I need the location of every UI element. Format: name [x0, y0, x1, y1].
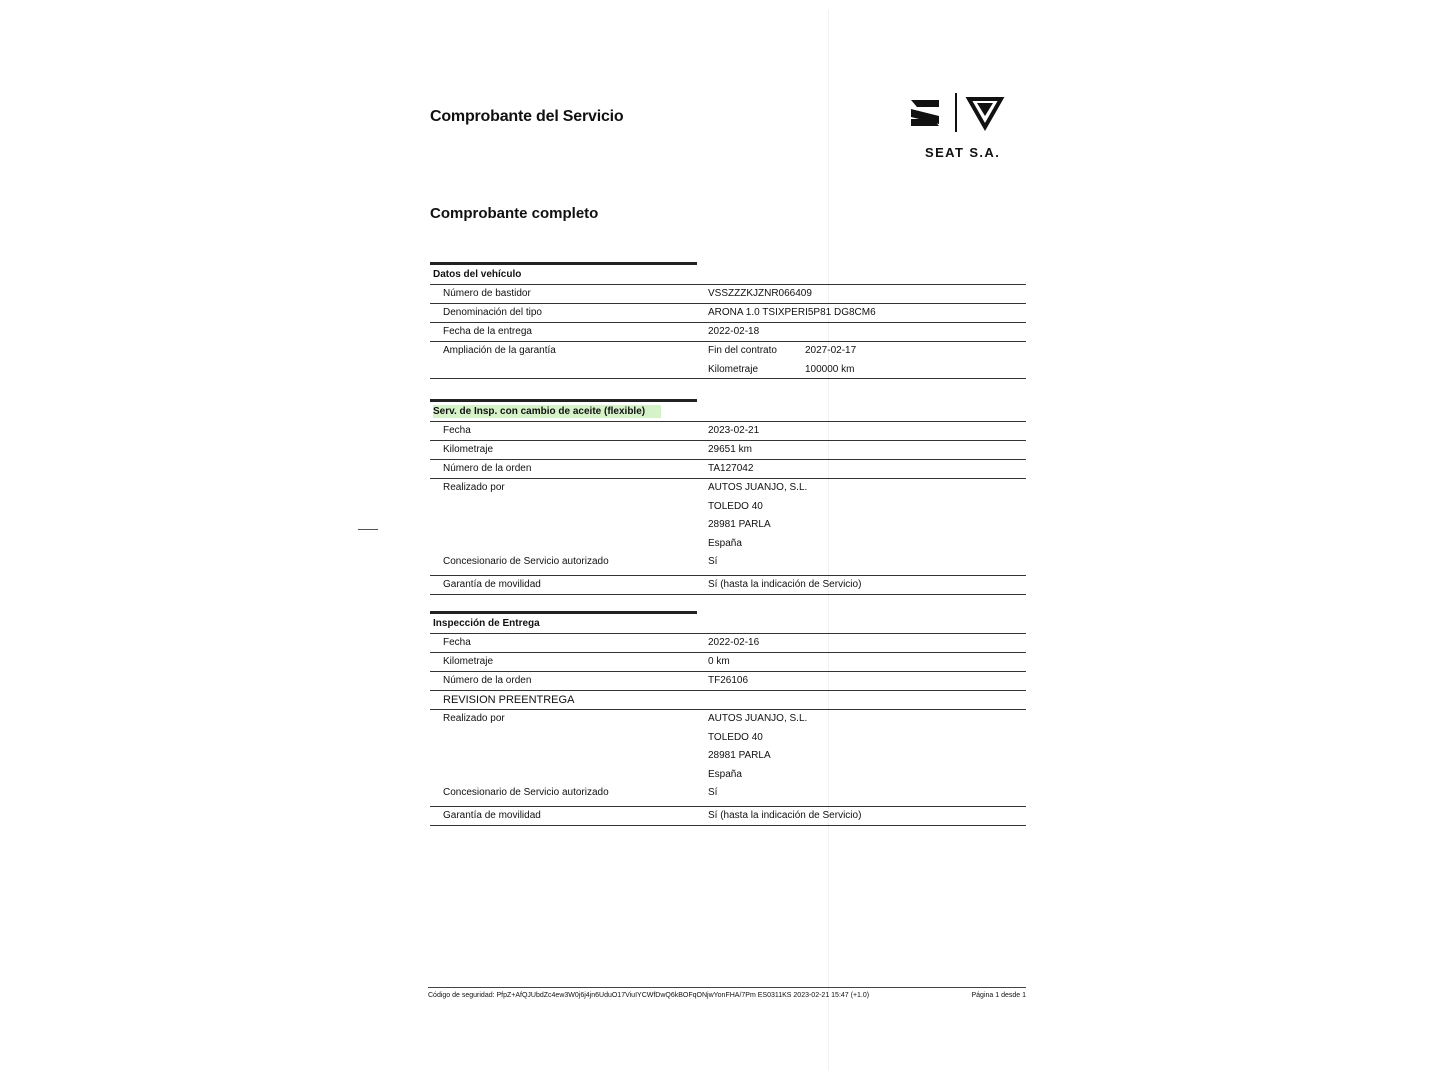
row-value: ARONA 1.0 TSIXPERI5P81 DG8CM6 — [708, 307, 876, 318]
row-label: Realizado por — [443, 482, 505, 493]
row-value: 29651 km — [708, 444, 752, 455]
section-heading: Datos del vehículo — [430, 262, 697, 284]
table-row — [430, 690, 1026, 709]
dealer-country: España — [708, 537, 742, 549]
row-value — [694, 342, 1026, 378]
authorized-value: Sí — [708, 787, 718, 798]
inspection-note: REVISION PREENTREGA — [443, 694, 575, 706]
row-value: 2022-02-16 — [708, 637, 760, 648]
row-label: Ampliación de la garantía — [443, 345, 556, 356]
contract-end-label: Fin del contrato — [708, 345, 777, 356]
margin-mark — [358, 529, 378, 530]
dealer-city: 28981 PARLA — [708, 519, 771, 530]
row-label: Denominación del tipo — [443, 307, 542, 318]
row-value: VSSZZZKJZNR066409 — [708, 288, 812, 299]
row-label: Kilometraje — [443, 656, 494, 667]
section-divider — [430, 594, 1026, 595]
contract-end-value: 2027-02-17 — [805, 345, 857, 356]
section-heading — [430, 399, 697, 421]
row-label: Garantía de movilidad — [443, 578, 541, 590]
row-value: 2022-02-18 — [708, 326, 760, 337]
row-label: Realizado por — [443, 713, 505, 724]
table-row — [430, 671, 1026, 690]
row-label: Fecha — [443, 425, 471, 436]
highlighted-heading: Serv. de Insp. con cambio de aceite (flexible) — [433, 405, 661, 418]
row-label: Garantía de movilidad — [443, 809, 541, 821]
section-divider — [430, 825, 1026, 826]
table-row — [430, 284, 1026, 303]
table-row — [430, 633, 1026, 652]
row-label: Número de la orden — [443, 675, 532, 686]
row-label: Número de la orden — [443, 463, 532, 474]
dealer-country: España — [708, 768, 742, 780]
row-value: 2023-02-21 — [708, 425, 760, 436]
table-row — [430, 341, 1026, 378]
contract-mileage-value: 100000 km — [805, 363, 855, 375]
row-value: TF26106 — [708, 675, 749, 686]
row-value: 0 km — [708, 656, 730, 667]
row-value: Sí (hasta la indicación de Servicio) — [708, 809, 862, 821]
row-label: Número de bastidor — [443, 288, 531, 299]
page-number: Página 1 desde 1 — [971, 992, 1026, 999]
section-heading: Inspección de Entrega — [430, 611, 697, 633]
row-label: Concesionario de Servicio autorizado — [443, 555, 609, 567]
row-label: Concesionario de Servicio autorizado — [443, 786, 609, 798]
footer — [428, 987, 1026, 999]
document-title: Comprobante del Servicio — [430, 108, 624, 125]
row-value — [694, 479, 1026, 575]
dealer-city: 28981 PARLA — [708, 750, 771, 761]
row-label: Kilometraje — [443, 444, 494, 455]
row-label: Fecha — [443, 637, 471, 648]
vehicle-data-section — [430, 262, 1026, 379]
service-section — [430, 399, 1026, 595]
document-subtitle: Comprobante completo — [430, 205, 599, 222]
table-row — [430, 652, 1026, 671]
table-row — [430, 303, 1026, 322]
table-row — [430, 322, 1026, 341]
row-value: TA127042 — [708, 463, 754, 474]
dealer-name: AUTOS JUANJO, S.L. — [708, 713, 808, 724]
table-row — [430, 806, 1026, 825]
authorized-value: Sí — [708, 556, 718, 567]
contract-end — [708, 345, 1026, 364]
brand-name: SEAT S.A. — [925, 145, 1001, 160]
contract-mileage — [708, 364, 1026, 383]
dealer-street: TOLEDO 40 — [708, 731, 763, 743]
row-value — [694, 710, 1026, 806]
dealer-name: AUTOS JUANJO, S.L. — [708, 482, 808, 493]
table-row — [430, 459, 1026, 478]
row-value: Sí (hasta la indicación de Servicio) — [708, 578, 862, 590]
table-row — [430, 440, 1026, 459]
table-row — [430, 421, 1026, 440]
dealer-street: TOLEDO 40 — [708, 500, 763, 512]
contract-mileage-label: Kilometraje — [708, 363, 759, 375]
table-row — [430, 575, 1026, 594]
security-code: Código de seguridad: PfpZ+AfQJUbdZc4ew3W0j6j4jn6UduO17ViuIYCWfDwQ6kBOFqONjwYonFHA/7Pm ES0311KS 2023-02-21 15:47 (+1.0) — [428, 992, 870, 999]
delivery-inspection-section — [430, 611, 1026, 826]
row-label: Fecha de la entrega — [443, 326, 532, 337]
